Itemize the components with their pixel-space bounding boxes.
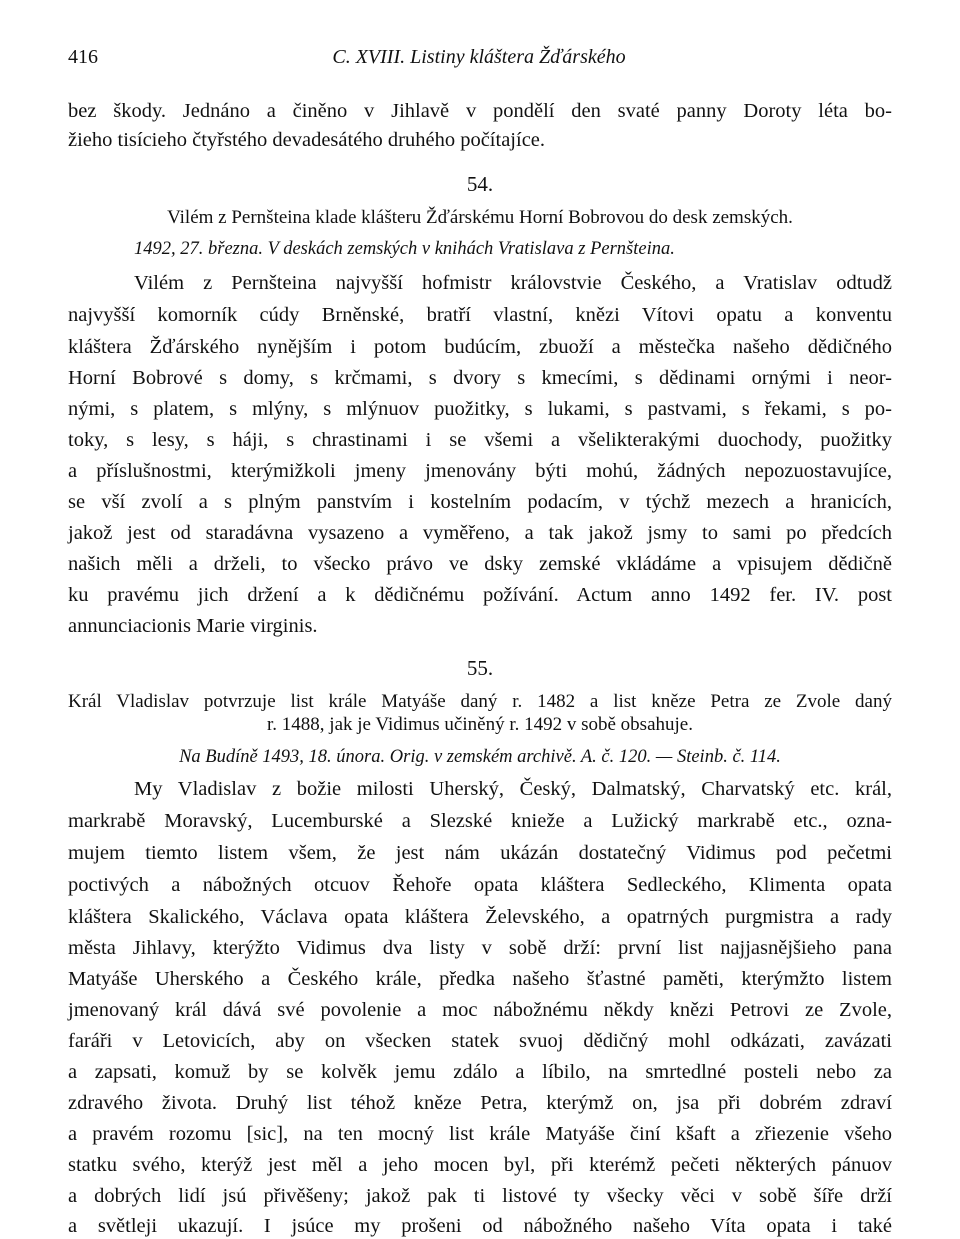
- entry-text-line: města Jihlavy, kterýžto Vidimus dva listy v sobě drží: první list najjasnějšieho pana: [68, 937, 892, 959]
- entry-text-line: markrabě Moravský, Lucemburské a Slezské knieže a Lužický markrabě etc., ozna-: [68, 810, 892, 832]
- entry-summary: r. 1488, jak je Vidimus učiněný r. 1492 v sobě obsahuje.: [267, 714, 693, 735]
- entry-text-line: faráři v Letovicích, aby on všecken statek svuoj dědičný mohl odkázati, zavázati: [68, 1030, 892, 1052]
- entry-text-line: a zapsati, komuž by se kolvěk jemu zdálo a líbilo, na smrtedlné posteli nebo za: [68, 1061, 892, 1083]
- entry-number: 55.: [466, 656, 494, 680]
- entry-summary: Vilém z Pernšteina klade klášteru Žďárskému Horní Bobrovou do desk zemských.: [167, 207, 793, 228]
- entry-text-line: jakož jest od staradávna vysazeno a vyměřeno, a tak jakož jsmy to sami po předcích: [68, 522, 892, 544]
- entry-summary: Král Vladislav potvrzuje list krále Matyáše daný r. 1482 a list kněze Petra ze Zvole daný: [68, 691, 892, 712]
- entry-text-line: a světleji ukazují. I jsúce my prošeni od nábožného našeho Víta opata i také: [68, 1215, 892, 1237]
- entry-text-line: kláštera Skalického, Václava opata kláštera Želevského, a opatrných purgmistra a rady: [68, 906, 892, 928]
- entry-text-line: Matyáše Uherského a Českého krále, předka našeho šťastné paměti, kterýmžto listem: [68, 968, 892, 990]
- entry-text-line: Horní Bobrové s domy, s krčmami, s dvory s kmecími, s dědinami ornými i neor-: [68, 367, 892, 389]
- page-header: [68, 46, 890, 78]
- preceding-text-line: bez škody. Jednáno a činěno v Jihlavě v pondělí den svaté panny Doroty léta bo-: [68, 100, 892, 122]
- entry-text-line: jmenovaný král dává své povolenie a moc nábožnému někdy knězi Petrovi ze Zvole,: [68, 999, 892, 1021]
- entry-text-line: mujem tiemto listem všem, že jest nám ukázán dostatečný Vidimus pod pečetmi: [68, 842, 892, 864]
- entry-text-line: Vilém z Pernšteina najvyšší hofmistr královstvie Českého, a Vratislav odtudž: [134, 272, 892, 294]
- entry-text-line: toky, s lesy, s háji, s chrastinami i se všemi a všelikterakými duochody, puožitky: [68, 429, 892, 451]
- page-number: 416: [68, 46, 98, 68]
- entry-text-line: nými, s platem, s mlýny, s mlýnuov puožitky, s lukami, s pastvami, s řekami, s po-: [68, 398, 892, 420]
- entry-number: 54.: [466, 172, 494, 196]
- preceding-text-line: žieho tisícieho čtyřstého devadesátého druhého počítajíce.: [68, 129, 546, 151]
- entry-text-line: a příslušnostmi, kterýmižkoli jmeny jmenovány býti mohú, žádných nepozuostavujíce,: [68, 460, 892, 482]
- entry-source: Na Budíně 1493, 18. února. Orig. v zemském archivě. A. č. 120. — Steinb. č. 114.: [179, 747, 781, 767]
- entry-text-line: a pravém rozomu [sic], na ten mocný list krále Matyáše činí kšaft a zřiezenie všeho: [68, 1123, 892, 1145]
- entry-text-line: našich měli a drželi, to všecko právo ve dsky zemské vkládáme a vpisujem dědičně: [68, 553, 892, 575]
- entry-text-line: zdravého života. Druhý list téhož kněze Petra, kterýmž on, jsa při dobrém zdraví: [68, 1092, 892, 1114]
- entry-text-line: My Vladislav z božie milosti Uherský, Český, Dalmatský, Charvatský etc. král,: [134, 778, 892, 800]
- entry-text-line: statku svého, kterýž jest měl a jeho mocen byl, při kterémž pečeti některých pánuov: [68, 1154, 892, 1176]
- entry-text-line: kláštera Žďárského nynějším i potom budúcím, zbuoží a městečka našeho dědičného: [68, 336, 892, 358]
- entry-text-line: a dobrých lidí jsú přivěšeny; jakož pak ti listové ty všecky věci v sobě šíře drží: [68, 1185, 892, 1207]
- entry-text-line: se vší zvolí a s plným panstvím i kostelním podacím, v týchž mezech a hranicích,: [68, 491, 892, 513]
- entry-text-line: ku pravému jich držení a k dědičnému požívání. Actum anno 1492 fer. IV. post: [68, 584, 892, 606]
- entry-text-line: poctivých a nábožných otcuov Řehoře opata kláštera Sedleckého, Klimenta opata: [68, 874, 892, 896]
- running-title: C. XVIII. Listiny kláštera Žďárského: [332, 46, 626, 68]
- entry-source: 1492, 27. března. V deskách zemských v knihách Vratislava z Pernšteina.: [134, 239, 675, 259]
- entry-text-line: annunciacionis Marie virginis.: [68, 615, 318, 637]
- entry-text-line: najvyšší komorník cúdy Brněnské, bratří vlastní, knězi Vítovi opatu a konventu: [68, 304, 892, 326]
